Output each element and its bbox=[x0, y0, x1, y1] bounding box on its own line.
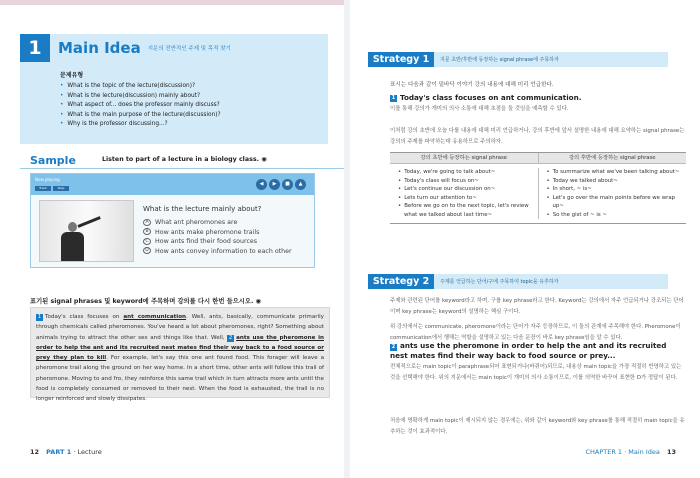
transcript-text: . Well, ants, basically, communicate primarily through chemicals called pheromones. You've heard a lot about pheromones, right? Something about animals trying to attract the other sex and things like that. Well, bbox=[36, 314, 324, 341]
main-idea-banner bbox=[20, 34, 328, 62]
strategy1-intro: 표시는 다음과 같이 밑바닥 이야기 강의 내용에 대해 미리 언급한다. bbox=[390, 82, 554, 88]
answer-option-d[interactable] bbox=[143, 247, 292, 257]
table-header-beginning: 강의 초반에 등장하는 signal phrase bbox=[390, 153, 539, 163]
signal-phrase-item-continued: up~ bbox=[552, 203, 564, 209]
player-track-button[interactable]: Track bbox=[35, 186, 51, 191]
question-types-box bbox=[20, 62, 328, 144]
sample-instruction-text: Listen to part of a lecture in a biology class. bbox=[102, 156, 259, 163]
option-text: How ants convey information to each other bbox=[155, 247, 292, 255]
marker-number: 1 bbox=[37, 314, 42, 320]
main-idea-subtitle: 지문의 전반적인 주제 및 목적 찾기 bbox=[147, 46, 231, 52]
strategy1-description: 지문 초반/후반에 등장하는 signal phrase에 주목하자 bbox=[434, 52, 668, 67]
option-letter: A bbox=[143, 219, 151, 226]
marker-number: 2 bbox=[391, 344, 396, 350]
whiteboard bbox=[40, 201, 134, 262]
signal-phrase-item: • In short, ~ is~ bbox=[547, 185, 687, 194]
example-sentence: Today's class focuses on ant communication. bbox=[400, 93, 582, 102]
play-icon[interactable]: ▶ bbox=[269, 179, 280, 190]
signal-phrase-item: • To summarize what we've been talking about~ bbox=[547, 168, 687, 177]
strategy2-description: 주제를 언급하는 단어/구에 주목하여 topic을 유추하자 bbox=[434, 274, 668, 289]
strategy1-banner bbox=[368, 52, 668, 67]
headphone-icon: ◉ bbox=[261, 156, 267, 163]
question-text: What is the lecture mainly about? bbox=[143, 205, 262, 213]
signal-phrase-item: • Lets turn our attention to~ bbox=[398, 194, 538, 203]
signal-phrase-item: • Today we talked about~ bbox=[547, 177, 687, 186]
signal-phrase-table bbox=[390, 152, 686, 224]
answer-option-c[interactable] bbox=[143, 237, 292, 247]
signal-phrase-item: • Let's continue our discussion on~ bbox=[398, 185, 538, 194]
option-letter: D bbox=[143, 247, 151, 254]
answer-options bbox=[143, 218, 292, 256]
lecturer-head bbox=[68, 222, 77, 232]
strategy2-paragraph: 전체적으로는 main topic이 paraphrase되어 표현되거나(바뀌어)되므로, 내용상 main topic을 가장 적절히 반영하고 있는 것을 선택해야 한다. 위의 지문에서는 main topic이 개미의 의사 소통이므로, 이를 의역한 바꾸어 표현한 D가 정답이 된다. bbox=[390, 364, 682, 381]
signal-phrase-highlight: ant communication bbox=[123, 314, 187, 320]
chapter-label: CHAPTER 1 · Main Idea bbox=[585, 448, 660, 456]
right-page bbox=[350, 0, 700, 478]
marker-number: 2 bbox=[228, 334, 233, 341]
key-phrase-highlight: ants use the pheromone in order to help the ant and its recruited nest mates find their way back to a food source or prey they plan to kill bbox=[36, 334, 324, 362]
rewind-icon[interactable]: ◀ bbox=[256, 179, 267, 190]
player-stop-button[interactable]: Stop bbox=[53, 186, 69, 191]
option-letter: C bbox=[143, 238, 151, 245]
passage-instruction bbox=[30, 296, 261, 305]
question-types-heading: 문제유형 bbox=[60, 72, 84, 79]
example-sentence: ants use the pheromone in order to help the ant and its recruited nest mates find their way back to food source or prey... bbox=[390, 341, 667, 360]
sample-section-header bbox=[20, 152, 350, 169]
lecturer-body bbox=[61, 232, 84, 262]
player-header bbox=[31, 174, 314, 195]
chapter-number: 1 bbox=[20, 34, 50, 62]
page-number: 13 bbox=[666, 448, 676, 456]
signal-phrase-item: • So the gist of ~ is ~ bbox=[547, 211, 687, 220]
audio-player bbox=[30, 173, 315, 268]
option-text: What ant pheromones are bbox=[155, 219, 238, 226]
signal-phrase-item: • Today's class will focus on~ bbox=[398, 177, 538, 186]
strategy2-paragraph: 처음에 명확하게 main topic이 제시되지 않는 경우에는, 위와 같이 keyword와 key phrase를 통해 적절히 main topic을 유추하는 것이 효과적이다. bbox=[390, 418, 685, 435]
right-page-footer bbox=[585, 448, 676, 456]
lecturer-photo bbox=[39, 200, 134, 262]
strategy2-example-heading bbox=[390, 341, 685, 360]
top-accent-strip bbox=[0, 0, 350, 5]
signal-phrase-item: • Let's go over the main points before we wrap bbox=[547, 194, 687, 203]
marker-number: 1 bbox=[391, 94, 396, 101]
table-body bbox=[390, 164, 686, 223]
part-label: PART 1 bbox=[46, 448, 72, 456]
question-type-item: • What is the topic of the lecture(discussion)? bbox=[60, 82, 328, 92]
option-letter: B bbox=[143, 228, 151, 235]
table-header-row bbox=[390, 153, 686, 164]
strategy2-paragraph: 위 강의에서는 communicate, pheromone이라는 단어가 자주 등장하므로, 이 둘의 관계에 주목해야 한다. Pheromone이 communication에서 행해는 역할을 설명하고 있는 다음 문장이 바로 key phrase임을 알 수 있다. bbox=[390, 324, 681, 341]
lecture-transcript bbox=[30, 307, 330, 403]
main-idea-title-box bbox=[50, 34, 328, 62]
beginning-phrases-column bbox=[390, 168, 539, 219]
table-header-end: 강의 후반에 등장하는 signal phrase bbox=[568, 155, 656, 161]
question-type-item: • What is the main purpose of the lecture(discussion)? bbox=[60, 111, 328, 121]
signal-phrase-item-continued: what we talked about last time~ bbox=[404, 211, 493, 218]
question-type-item: • What aspect of... does the professor mainly discuss? bbox=[60, 101, 328, 111]
end-phrases-column bbox=[539, 168, 687, 219]
headphone-icon: ◉ bbox=[255, 298, 262, 305]
option-text: How ants make pheromone trails bbox=[155, 228, 260, 236]
strategy2-tag: Strategy 2 bbox=[368, 274, 434, 289]
transcript-text: Today's class focuses on bbox=[45, 314, 124, 320]
strategy2-paragraph: 주제와 관련된 단어를 keyword라고 하며, 구를 key phrase라고 한다. Keyword는 강의에서 자주 언급되거나 강조되는 단어이며 key phrase는 keyword의 설명하는 핵심 구이다. bbox=[390, 298, 684, 315]
strategy1-paragraph: 이처럼 강의 초반에 오늘 다룰 내용에 대해 미리 언급하거나, 강의 후반에 앞서 설명한 내용에 대해 요약하는 signal phrase는 강의의 주제를 파악하는데 유용하므로 주의하자. bbox=[390, 128, 685, 145]
answer-option-a[interactable] bbox=[143, 218, 292, 228]
main-idea-title: Main Idea bbox=[58, 39, 141, 57]
strategy2-banner bbox=[368, 274, 668, 289]
section-label: · Lecture bbox=[73, 448, 102, 456]
option-text: How ants find their food sources bbox=[155, 238, 258, 245]
stop-icon[interactable]: ■ bbox=[282, 179, 293, 190]
player-controls bbox=[256, 179, 306, 190]
question-type-item: • Why is the professor discussing...? bbox=[60, 120, 328, 130]
strategy1-paragraph: 이를 통해 강의가 개미의 의사 소통에 대해 초점을 둘 것임을 예측할 수 있다. bbox=[390, 106, 569, 112]
signal-phrase-item: • Before we go on to the next topic, let's review bbox=[398, 202, 538, 211]
strategy1-example-heading bbox=[390, 93, 581, 102]
page-number: 12 bbox=[30, 448, 40, 456]
sample-instruction bbox=[102, 156, 267, 163]
question-types-list bbox=[60, 82, 328, 130]
left-page-footer bbox=[30, 448, 102, 456]
player-body bbox=[31, 195, 314, 267]
volume-icon[interactable]: ▲ bbox=[295, 179, 306, 190]
question-type-item: • What is the lecture(discussion) mainly about? bbox=[60, 92, 328, 102]
player-header-label: Now playing bbox=[35, 177, 60, 182]
signal-phrase-item: • Today, we're going to talk about~ bbox=[398, 168, 538, 177]
passage-instruction-text: 표기된 signal phrases 및 keyword에 주목하며 강의를 다시 한번 들으시오. bbox=[30, 298, 254, 305]
sample-label: Sample bbox=[30, 154, 76, 167]
strategy1-tag: Strategy 1 bbox=[368, 52, 434, 67]
answer-option-b[interactable] bbox=[143, 228, 292, 238]
transcript-text: . For example, let's say this one ant found food. This forager will leave a pheromone trail along the ground on her way home. In a short time, other ants will follow this trail of pheromone. Moving to and fro, they reinforce this same trail which in turn attracts more ants until the food is completely consumed or removed to their nest. When the food is exhausted, the trail is no longer reinforced and slowly dissipates. bbox=[36, 355, 324, 403]
